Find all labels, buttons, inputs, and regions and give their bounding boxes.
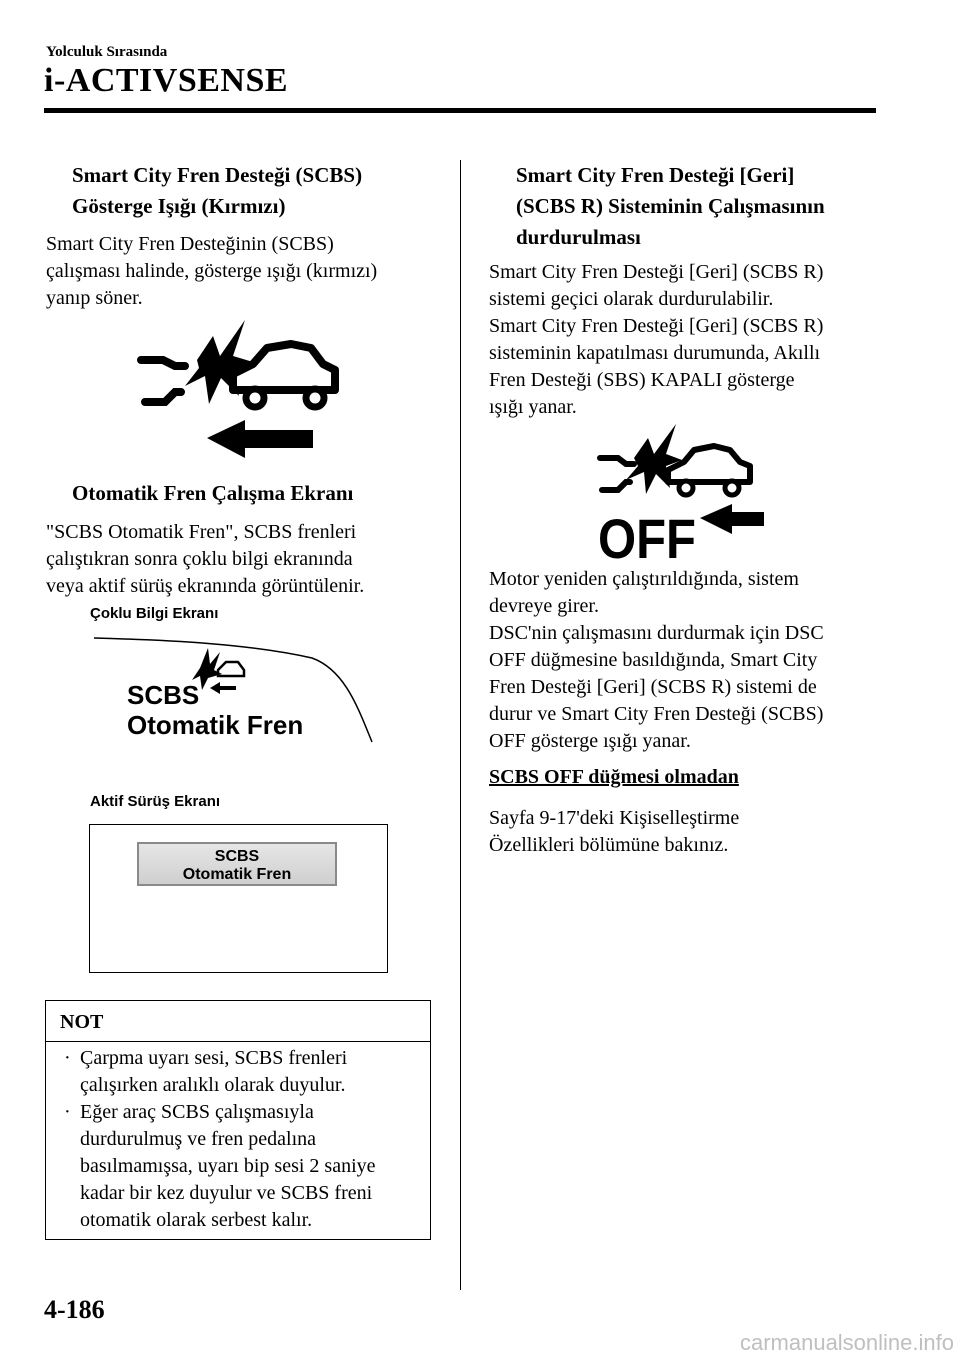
scbs-warning-icon <box>135 308 350 458</box>
heading-scbs-r-stop: Smart City Fren Desteği [Geri] (SCBS R) Sisteminin Çalışmasının durdurulması <box>516 163 825 249</box>
note-title: NOT <box>60 1011 104 1033</box>
page-number: 4-186 <box>44 1295 105 1324</box>
off-text: OFF <box>598 507 696 560</box>
note-item: · Eğer araç SCBS çalışmasıyla durdurulmuş ve fren pedalına basılmamışsa, uyarı bip sesi 2 saniye kadar bir kez duyulur ve SCBS freni otomatik olarak serbest kalır. <box>64 1101 376 1231</box>
mid-message: SCBS Otomatik Fren <box>127 680 304 740</box>
mid-label: Çoklu Bilgi Ekranı <box>90 605 219 622</box>
sbs-off-icon <box>596 418 771 560</box>
subheading-no-off-switch: SCBS OFF düğmesi olmadan <box>489 766 739 788</box>
ads-label: Aktif Sürüş Ekranı <box>90 793 221 810</box>
column-divider <box>460 160 461 1290</box>
note-box <box>45 1000 431 1240</box>
paragraph-scbs-indicator: Smart City Fren Desteğinin (SCBS) çalışması halinde, gösterge ışığı (kırmızı) yanıp söner. <box>46 233 378 309</box>
bullet: · <box>64 1101 71 1123</box>
paragraph-auto-brake-display: "SCBS Otomatik Fren", SCBS frenleri çalıştıkran sonra çoklu bilgi ekranında veya aktif sürüş ekranında görüntülenir. <box>46 521 365 597</box>
note-item: · Çarpma uyarı sesi, SCBS frenleri çalışırken aralıklı olarak duyulur. <box>64 1047 348 1096</box>
breadcrumb: Yolculuk Sırasında <box>46 44 168 60</box>
heading-auto-brake-display: Otomatik Fren Çalışma Ekranı <box>72 481 354 505</box>
header-rule <box>44 108 876 113</box>
paragraph-dsc-off: Motor yeniden çalıştırıldığında, sistem devreye girer. DSC'nin çalışmasını durdurmak için DSC OFF düğmesine basıldığında, Smart City Fren Desteği [Geri] (SCBS R) sistemi de durur ve Smart City Fren Desteği (SCBS) OFF gösterge ışığı yanar. <box>489 568 824 752</box>
section-title: i-ACTIVSENSE <box>44 62 289 99</box>
watermark: carmanualsonline.info <box>739 1330 954 1355</box>
note-rule <box>46 1041 430 1042</box>
paragraph-scbs-r-stop: Smart City Fren Desteği [Geri] (SCBS R) sistemi geçici olarak durdurulabilir. Smart City Fren Desteği [Geri] (SCBS R) sisteminin kapatılması durumunda, Akıllı Fren Desteği (SBS) KAPALI gösterge ışığı yanar. <box>489 261 824 418</box>
bullet: · <box>64 1047 71 1069</box>
heading-scbs-indicator: Smart City Fren Desteği (SCBS) Gösterge Işığı (Kırmızı) <box>72 163 363 218</box>
paragraph-customization: Sayfa 9-17'deki Kişiselleştirme Özellikleri bölümüne bakınız. <box>489 807 740 856</box>
ads-message: SCBS Otomatik Fren <box>137 842 337 886</box>
